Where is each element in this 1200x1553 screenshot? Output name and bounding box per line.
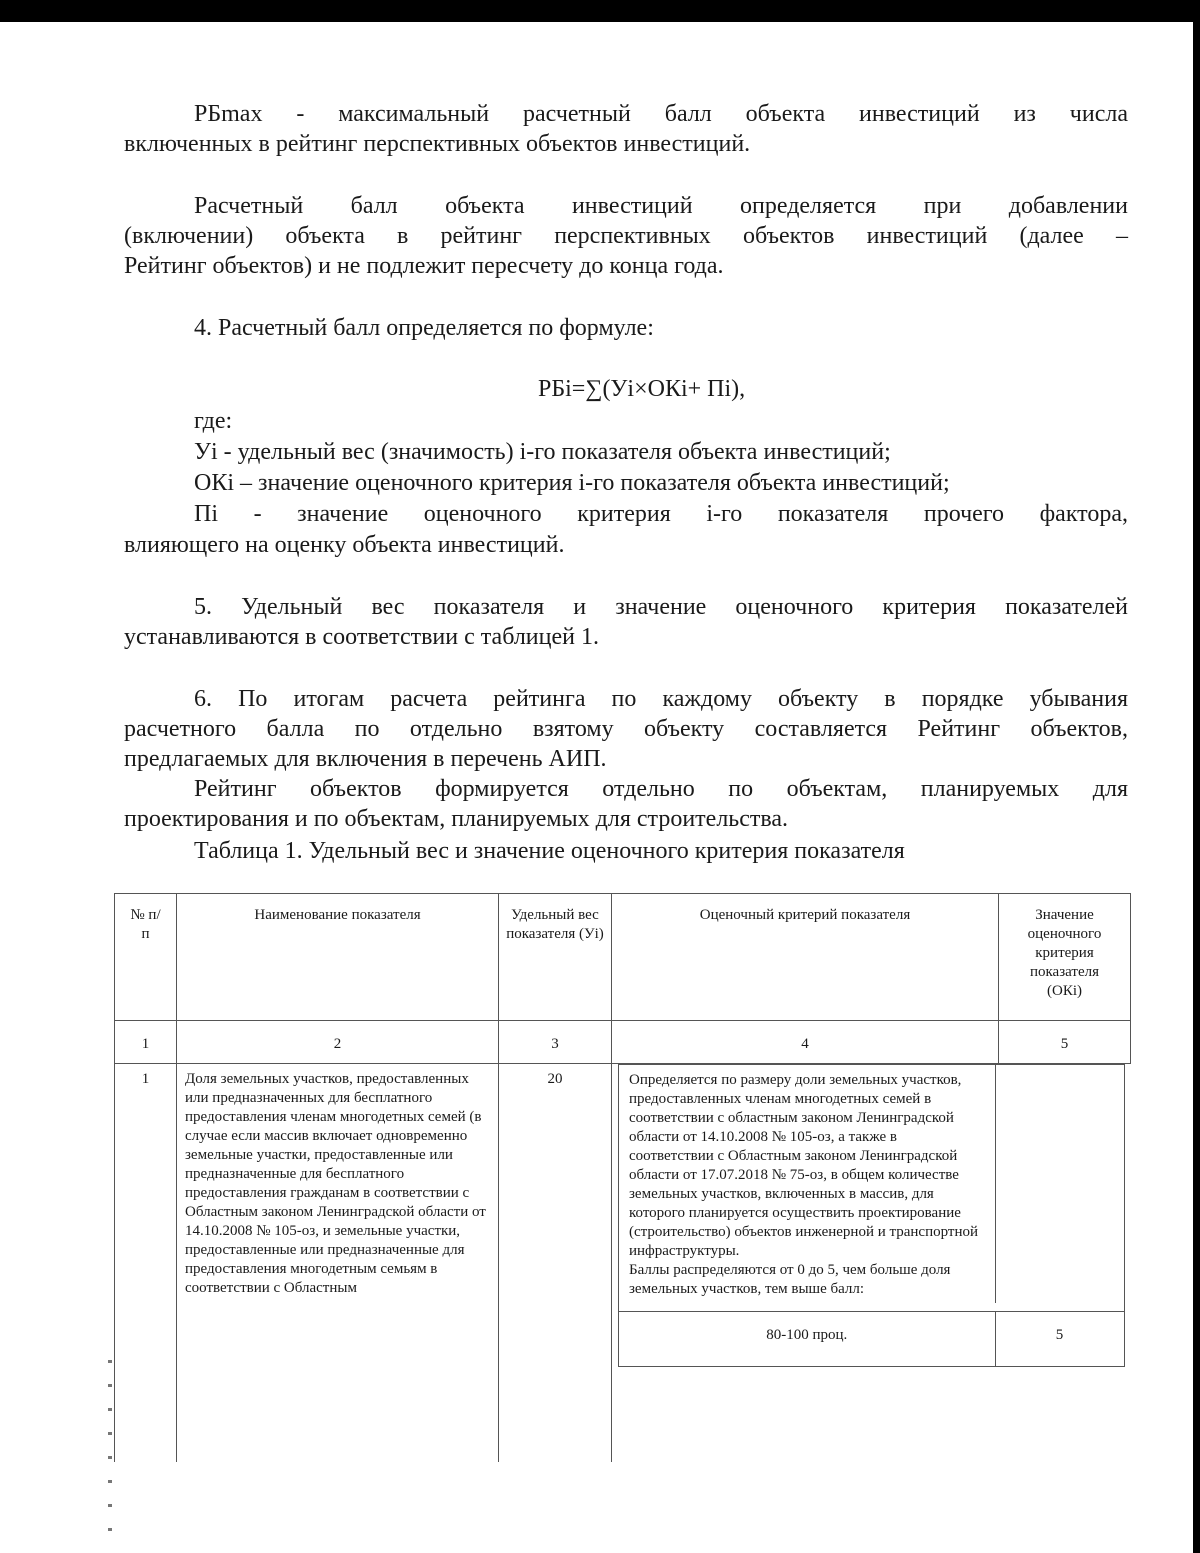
header-weight: Удельный вес показателя (Уi)	[499, 894, 612, 1021]
scan-edge-marks	[108, 1360, 112, 1550]
column-number: 4	[612, 1021, 999, 1064]
item-6-line2: расчетного балла по отдельно взятому объекту составляется Рейтинг объектов,	[124, 716, 1128, 742]
criterion-value-empty	[995, 1065, 1124, 1303]
paragraph-pbmax-line2: включенных в рейтинг перспективных объектов инвестиций.	[124, 131, 751, 157]
table-caption: Таблица 1. Удельный вес и значение оценочного критерия показателя	[194, 838, 905, 864]
row-indicator-name: Доля земельных участков, предоставленных или предназначенных для бесплатного предоставления членам многодетных семей (в случае если массив включает одновременно земельные участки, предоставленные или предназначенные для бесплатного предоставления гражданам в соответствии с Областным законом Ленинградской области от 14.10.2008 № 105-оз, и земельные участки, предоставленные или предназначенные для предоставления многодетным семьям в соответствии с Областным	[177, 1064, 499, 1462]
header-criterion: Оценочный критерий показателя	[612, 894, 999, 1021]
criterion-range-row	[619, 1311, 1124, 1366]
column-number: 3	[499, 1021, 612, 1064]
rating-paragraph-line1: Рейтинг объектов формируется отдельно по объектам, планируемых для	[194, 776, 1128, 802]
row-weight: 20	[499, 1064, 612, 1462]
column-number: 2	[177, 1021, 499, 1064]
scan-top-border	[0, 0, 1200, 22]
criterion-box	[618, 1064, 1125, 1367]
item-4-heading: 4. Расчетный балл определяется по формуле:	[194, 315, 654, 341]
header-criterion-value: Значение оценочного критерия показателя (ОКi)	[999, 894, 1131, 1021]
row-number: 1	[115, 1064, 177, 1462]
criterion-range: 80-100 проц.	[766, 1327, 848, 1343]
row-criterion-description: Определяется по размеру доли земельных участков, предоставленных членам многодетных семей в соответствии с областным законом Ленинградской области от 14.10.2008 № 105-оз, а также в соответствии с Областным законом Ленинградской области от 17.07.2018 № 75-оз, в общем количестве земельных участков, включенных в массив, для которого планируется осуществить проектирование (строительство) объектов инженерной и транспортной инфраструктуры.	[629, 1072, 979, 1259]
header-number: № п/п	[115, 894, 177, 1021]
where-label: где:	[194, 408, 233, 434]
item-5-line1: 5. Удельный вес показателя и значение оценочного критерия показателей	[194, 594, 1128, 620]
column-number-row	[115, 1021, 1131, 1064]
definition-criterion: ОКi – значение оценочного критерия i-го показателя объекта инвестиций;	[194, 470, 950, 496]
item-6-line1: 6. По итогам расчета рейтинга по каждому объекту в порядке убывания	[194, 686, 1128, 712]
table-header-row	[115, 894, 1131, 1021]
paragraph-pbmax-line1: РБmax - максимальный расчетный балл объекта инвестиций из числа	[194, 101, 1128, 127]
criterion-range-score: 5	[995, 1312, 1124, 1366]
item-6-line3: предлагаемых для включения в перечень АИП.	[124, 746, 607, 772]
column-number: 5	[999, 1021, 1131, 1064]
criterion-cell	[612, 1064, 1131, 1462]
column-number: 1	[115, 1021, 177, 1064]
paragraph-score-line3: Рейтинг объектов) и не подлежит пересчету до конца года.	[124, 253, 724, 279]
definition-other-line2: влияющего на оценку объекта инвестиций.	[124, 532, 565, 558]
item-5-line2: устанавливаются в соответствии с таблицей 1.	[124, 624, 599, 650]
paragraph-score-line1: Расчетный балл объекта инвестиций определяется при добавлении	[194, 193, 1128, 219]
header-indicator-name: Наименование показателя	[177, 894, 499, 1021]
definition-other-line1: Пi - значение оценочного критерия i-го показателя прочего фактора,	[194, 501, 1128, 527]
indicator-table	[114, 893, 1131, 1462]
paragraph-score-line2: (включении) объекта в рейтинг перспективных объектов инвестиций (далее –	[124, 223, 1128, 249]
table-row	[115, 1064, 1131, 1462]
row-criterion-scoring: Баллы распределяются от 0 до 5, чем больше доля земельных участков, тем выше балл:	[629, 1262, 951, 1297]
score-formula: РБi=∑(Уi×ОКi+ Пi),	[538, 376, 746, 402]
rating-paragraph-line2: проектирования и по объектам, планируемых для строительства.	[124, 806, 789, 832]
definition-weight: Уi - удельный вес (значимость) i-го показателя объекта инвестиций;	[194, 439, 891, 465]
scan-right-border	[1193, 0, 1200, 1553]
